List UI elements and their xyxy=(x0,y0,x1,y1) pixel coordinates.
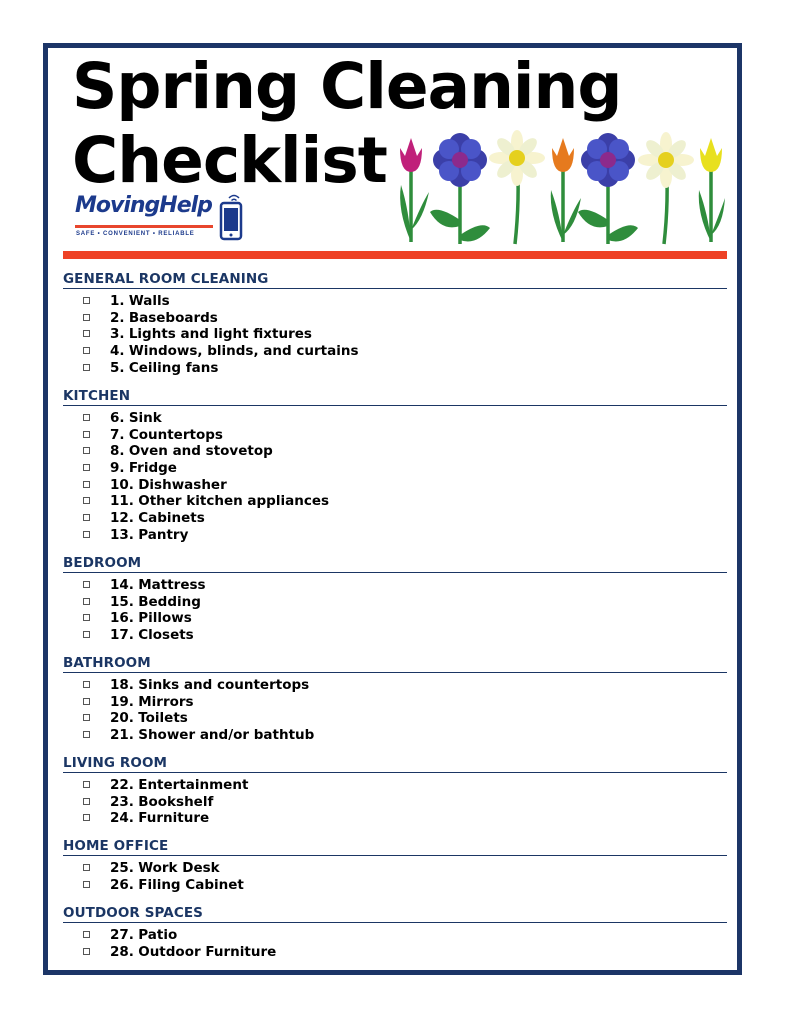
item-label: Pantry xyxy=(138,526,189,543)
flowers-illustration xyxy=(395,130,730,245)
item-label: Closets xyxy=(138,627,194,644)
checklist-item xyxy=(63,810,727,827)
checklist-item xyxy=(63,343,727,360)
checklist-item xyxy=(63,577,727,594)
daisy-icon xyxy=(638,132,694,244)
checklist-item xyxy=(63,860,727,877)
item-number: 17. xyxy=(110,627,134,644)
item-number: 28. xyxy=(110,943,134,960)
daisy-icon xyxy=(489,130,545,244)
item-text xyxy=(110,460,177,477)
item-text xyxy=(110,310,218,327)
item-label: Dishwasher xyxy=(138,476,227,493)
item-number: 9. xyxy=(110,460,125,477)
item-text xyxy=(110,777,248,794)
checkbox[interactable] xyxy=(83,314,90,321)
item-text xyxy=(110,326,312,343)
item-text xyxy=(110,493,329,510)
checklist-item xyxy=(63,877,727,894)
checklist-item xyxy=(63,677,727,694)
item-label: Filing Cabinet xyxy=(138,876,244,893)
section-bathroom xyxy=(63,654,727,744)
section-heading: GENERAL ROOM CLEANING xyxy=(63,270,727,289)
header-divider xyxy=(63,251,727,259)
item-number: 26. xyxy=(110,876,134,893)
checklist-item xyxy=(63,310,727,327)
checkbox[interactable] xyxy=(83,531,90,538)
page-title-line-1: Spring Cleaning xyxy=(72,50,622,123)
item-text xyxy=(110,443,273,460)
checklist-items xyxy=(63,860,727,893)
item-text xyxy=(110,610,192,627)
item-text xyxy=(110,477,227,494)
item-text xyxy=(110,877,244,894)
item-label: Entertainment xyxy=(138,777,249,793)
item-number: 11. xyxy=(110,493,134,510)
checklist-item xyxy=(63,944,727,961)
item-number: 10. xyxy=(110,476,134,493)
item-label: Outdoor Furniture xyxy=(138,943,277,960)
checkbox[interactable] xyxy=(83,681,90,688)
checkbox[interactable] xyxy=(83,881,90,888)
section-heading: BEDROOM xyxy=(63,554,727,573)
item-text xyxy=(110,427,223,444)
tulip-icon xyxy=(551,138,581,242)
checklist-item xyxy=(63,527,727,544)
item-text xyxy=(110,627,194,644)
item-label: Bookshelf xyxy=(138,793,214,810)
item-number: 27. xyxy=(110,927,134,943)
item-label: Lights and light fixtures xyxy=(128,326,312,343)
item-number: 16. xyxy=(110,610,134,627)
checkbox[interactable] xyxy=(83,931,90,938)
item-text xyxy=(110,410,162,427)
tulip-icon xyxy=(699,138,725,242)
item-label: Oven and stovetop xyxy=(128,443,273,460)
item-label: Shower and/or bathtub xyxy=(138,727,315,744)
section-home-office xyxy=(63,837,727,893)
checklist-item xyxy=(63,293,727,310)
checkbox[interactable] xyxy=(83,698,90,705)
section-heading: LIVING ROOM xyxy=(63,754,727,773)
checkbox[interactable] xyxy=(83,447,90,454)
tulip-icon xyxy=(400,138,429,242)
item-text xyxy=(110,577,206,594)
checklist-items xyxy=(63,777,727,827)
item-label: Furniture xyxy=(138,810,210,827)
item-number: 4. xyxy=(110,343,125,360)
item-label: Cabinets xyxy=(138,510,205,527)
item-number: 22. xyxy=(110,777,134,793)
section-heading: HOME OFFICE xyxy=(63,837,727,856)
item-label: Mirrors xyxy=(138,693,194,710)
checkbox[interactable] xyxy=(83,364,90,371)
item-number: 2. xyxy=(110,309,125,326)
item-text xyxy=(110,794,213,811)
checklist-item xyxy=(63,627,727,644)
item-text xyxy=(110,527,188,544)
page-title-line-2: Checklist xyxy=(72,124,387,197)
item-number: 8. xyxy=(110,443,125,460)
checklist-item xyxy=(63,927,727,944)
item-number: 13. xyxy=(110,526,134,543)
item-label: Sink xyxy=(128,410,162,426)
checkbox[interactable] xyxy=(83,598,90,605)
checklist-item xyxy=(63,493,727,510)
item-text xyxy=(110,293,170,310)
checkbox[interactable] xyxy=(83,948,90,955)
section-heading: KITCHEN xyxy=(63,387,727,406)
item-label: Pillows xyxy=(138,610,192,627)
blue-flower-icon xyxy=(578,133,638,244)
checkbox[interactable] xyxy=(83,731,90,738)
item-text xyxy=(110,360,218,377)
checklist-item xyxy=(63,443,727,460)
item-label: Mattress xyxy=(138,577,206,593)
checkbox[interactable] xyxy=(83,464,90,471)
checkbox[interactable] xyxy=(83,481,90,488)
checklist-items xyxy=(63,410,727,544)
checklist-item xyxy=(63,777,727,794)
checkbox[interactable] xyxy=(83,497,90,504)
checklist-item xyxy=(63,326,727,343)
checkbox[interactable] xyxy=(83,864,90,871)
item-number: 19. xyxy=(110,693,134,710)
item-number: 25. xyxy=(110,860,134,876)
item-label: Sinks and countertops xyxy=(138,677,310,693)
item-number: 6. xyxy=(110,410,125,426)
checklist-item xyxy=(63,610,727,627)
checkbox[interactable] xyxy=(83,297,90,304)
item-label: Other kitchen appliances xyxy=(138,493,330,510)
item-number: 14. xyxy=(110,577,134,593)
checklist-item xyxy=(63,594,727,611)
item-number: 15. xyxy=(110,593,134,610)
section-outdoor-spaces xyxy=(63,904,727,960)
item-text xyxy=(110,343,358,360)
item-number: 7. xyxy=(110,426,125,443)
checklist-item xyxy=(63,794,727,811)
checkbox[interactable] xyxy=(83,581,90,588)
checklist-item xyxy=(63,410,727,427)
checkbox[interactable] xyxy=(83,714,90,721)
checklist-item xyxy=(63,694,727,711)
item-label: Work Desk xyxy=(138,860,220,876)
item-number: 23. xyxy=(110,793,134,810)
item-text xyxy=(110,860,220,877)
blue-flower-icon xyxy=(430,133,490,244)
item-text xyxy=(110,927,177,944)
item-number: 20. xyxy=(110,710,134,727)
section-general-room-cleaning xyxy=(63,270,727,376)
checklist-item xyxy=(63,727,727,744)
checklist-item xyxy=(63,510,727,527)
checklist-item xyxy=(63,477,727,494)
item-number: 18. xyxy=(110,677,134,693)
checklist-items xyxy=(63,293,727,376)
item-text xyxy=(110,710,188,727)
checklist-item xyxy=(63,360,727,377)
checkbox[interactable] xyxy=(83,414,90,421)
checklist-item xyxy=(63,460,727,477)
item-text xyxy=(110,510,205,527)
checklist-items xyxy=(63,677,727,744)
item-text xyxy=(110,594,201,611)
item-text xyxy=(110,677,309,694)
item-number: 24. xyxy=(110,810,134,827)
item-label: Countertops xyxy=(128,426,223,443)
item-label: Toilets xyxy=(138,710,188,727)
item-number: 5. xyxy=(110,359,125,376)
item-number: 3. xyxy=(110,326,125,343)
item-label: Windows, blinds, and curtains xyxy=(128,343,359,360)
item-number: 12. xyxy=(110,510,134,527)
checkbox[interactable] xyxy=(83,631,90,638)
item-label: Ceiling fans xyxy=(128,359,219,376)
checkbox[interactable] xyxy=(83,614,90,621)
section-heading: OUTDOOR SPACES xyxy=(63,904,727,923)
item-number: 1. xyxy=(110,293,125,309)
checklist-item xyxy=(63,710,727,727)
item-label: Bedding xyxy=(138,593,201,610)
checklist-items xyxy=(63,577,727,644)
checklist-item xyxy=(63,427,727,444)
checkbox[interactable] xyxy=(83,431,90,438)
item-text xyxy=(110,694,194,711)
item-text xyxy=(110,944,276,961)
checkbox[interactable] xyxy=(83,330,90,337)
checkbox[interactable] xyxy=(83,798,90,805)
item-label: Patio xyxy=(138,927,178,943)
checklist-items xyxy=(63,927,727,960)
item-label: Baseboards xyxy=(128,309,218,326)
checkbox[interactable] xyxy=(83,814,90,821)
item-label: Fridge xyxy=(128,460,177,477)
logo-underline xyxy=(75,225,213,228)
item-text xyxy=(110,727,314,744)
checkbox[interactable] xyxy=(83,347,90,354)
logo-wordmark: MovingHelp xyxy=(75,193,212,218)
section-living-room xyxy=(63,754,727,827)
item-label: Walls xyxy=(128,293,170,309)
section-kitchen xyxy=(63,387,727,544)
section-bedroom xyxy=(63,554,727,644)
item-text xyxy=(110,810,209,827)
phone-icon xyxy=(215,192,245,242)
logo-tagline: SAFE • CONVENIENT • RELIABLE xyxy=(76,231,195,237)
checkbox[interactable] xyxy=(83,514,90,521)
checkbox[interactable] xyxy=(83,781,90,788)
movinghelp-logo xyxy=(75,190,250,242)
item-number: 21. xyxy=(110,727,134,744)
section-heading: BATHROOM xyxy=(63,654,727,673)
